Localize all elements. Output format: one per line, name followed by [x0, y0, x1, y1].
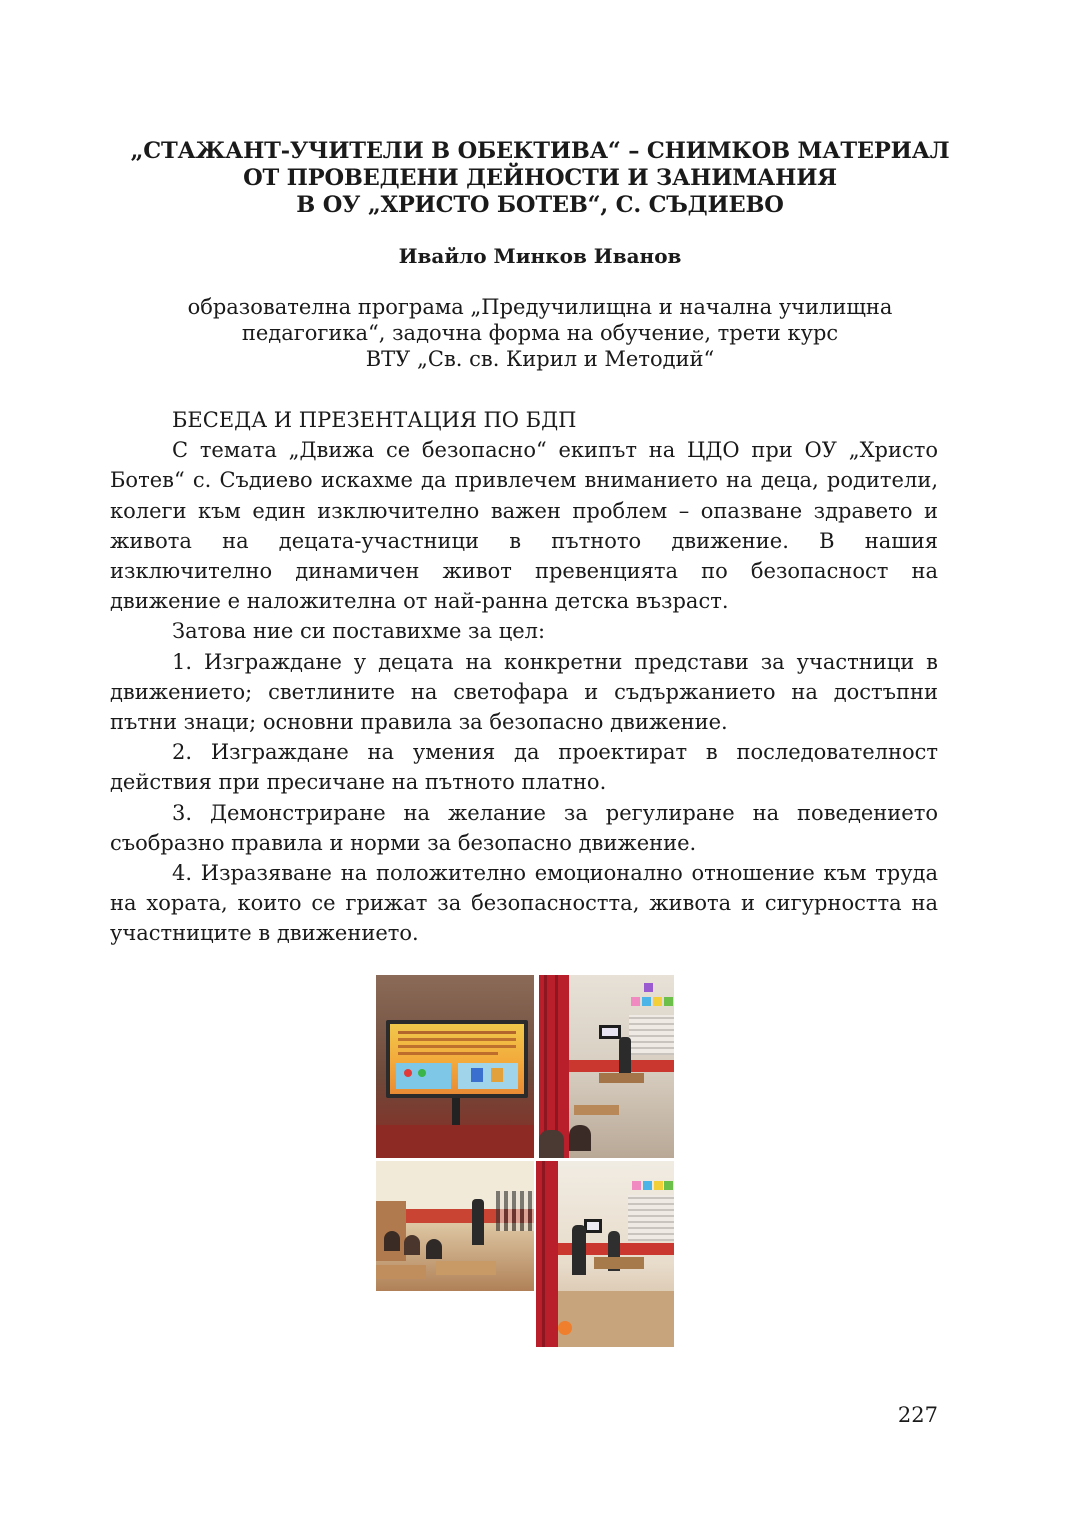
title-line: В ОУ „ХРИСТО БОТЕВ“, С. СЪДИЕВО: [296, 192, 784, 218]
author-name: Ивайло Минков Иванов: [398, 244, 682, 268]
photo-collage: [376, 975, 674, 1347]
body-paragraph: С темата „Движа се безопасно“ екипът на ЦДО при ОУ „Христо Ботев“ с. Съдиево искахме да привлечем вниманието на деца, родители, колеги към един изключително важен проблем – опазване здравето и живота на децата-участници в пътното движение. В нашия изключително динамичен живот превенцията по безопасност на движение е наложителна от най-ранна детска възраст.: [110, 438, 938, 614]
affiliation-line: педагогика“, задочна форма на обучение, трети курс: [241, 321, 839, 345]
photo-classroom-red-curtain: [539, 975, 674, 1158]
affiliation-line: ВТУ „Св. св. Кирил и Методий“: [365, 347, 715, 371]
page-number: 227: [897, 1403, 938, 1427]
section-heading: БЕСЕДА И ПРЕЗЕНТАЦИЯ ПО БДП: [172, 408, 577, 432]
author-affiliation: [110, 294, 970, 372]
body-paragraph: 2. Изграждане на умения да проектират в последователност действия при пресичане на пътното платно.: [110, 740, 938, 795]
body-paragraph: 1. Изграждане у децата на конкретни представи за участници в движението; светлините на светофара и съдържанието на достъпни пътни знаци; основни правила за безопасно движение.: [110, 649, 938, 735]
photo-classroom-teacher: [536, 1161, 674, 1347]
photo-presentation-screen: [376, 975, 534, 1158]
article-title: [110, 138, 970, 219]
photo-classroom-students: [376, 1161, 534, 1291]
body-paragraph: Затова ние си поставихме за цел:: [172, 619, 546, 644]
title-line: ОТ ПРОВЕДЕНИ ДЕЙНОСТИ И ЗАНИМАНИЯ: [243, 165, 837, 191]
body-paragraph: 3. Демонстриране на желание за регулиране на поведението съобразно правила и норми за безопасно движение.: [110, 800, 938, 855]
affiliation-line: образователна програма „Предучилищна и начална училищна: [187, 295, 893, 319]
article-body: [110, 405, 938, 949]
body-paragraph: 4. Изразяване на положително емоционално отношение към труда на хората, които се грижат за безопасността, живота и сигурността на участниците в движението.: [110, 861, 938, 946]
title-line: „СТАЖАНТ-УЧИТЕЛИ В ОБЕКТИВА“ – СНИМКОВ МАТЕРИАЛ: [130, 138, 950, 164]
